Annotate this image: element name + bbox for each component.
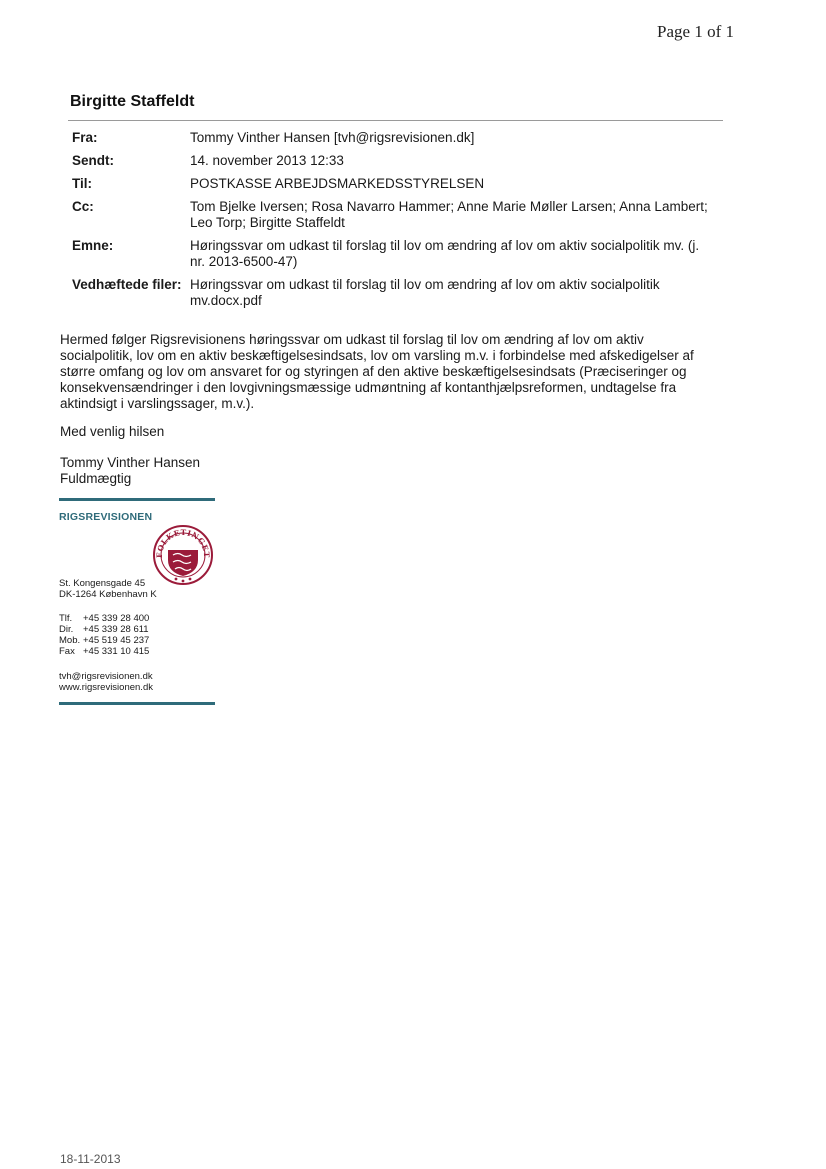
address-block [59, 578, 157, 600]
phone-block [59, 613, 149, 657]
phone-label: Dir. [59, 624, 74, 635]
header-label: Til: [72, 176, 92, 191]
header-row-from [72, 130, 712, 153]
header-label: Fra: [72, 130, 98, 145]
phone-number: +45 339 28 611 [83, 624, 149, 635]
phone-label: Fax [59, 646, 75, 657]
signer-title: Fuldmægtig [60, 471, 132, 486]
header-value-subject: Høringssvar om udkast til forslag til lov om ændring af lov om aktiv socialpolitik mv. (j. nr. 2013-6500-47) [190, 238, 700, 269]
phone-number: +45 331 10 415 [83, 646, 150, 657]
header-label: Sendt: [72, 153, 114, 168]
header-value-from: Tommy Vinther Hansen [tvh@rigsrevisionen.dk] [190, 130, 475, 145]
header-value-attachments: Høringssvar om udkast til forslag til lov om ændring af lov om aktiv socialpolitik mv.docx.pdf [190, 277, 660, 308]
phone-label: Tlf. [59, 613, 73, 624]
phone-row [59, 646, 149, 657]
signer-name: Tommy Vinther Hansen [60, 455, 201, 470]
header-row-to [72, 176, 712, 199]
phone-label: Mob. [59, 635, 81, 646]
header-row-sent [72, 153, 712, 176]
phone-row [59, 624, 149, 635]
mailbox-owner-name: Birgitte Staffeldt [70, 93, 195, 110]
signature-top-rule [59, 498, 215, 501]
email-body: Hermed følger Rigsrevisionens høringssvar om udkast til forslag til lov om ændring af lov om aktiv socialpolitik, lov om en aktiv beskæftigelsesindsats, lov om varsling m.v. i forbindelse med afskedigelser af større omfang og lov om ansvaret for og styringen af den aktive beskæftigelsesindsats (Præciseringer og konsekvensændringer i den lovgivningsmæssige udmøntning af kontanthjælpsreformen, undtagelse fra aktindsigt i varslingssager, m.v.). [60, 332, 694, 411]
header-row-subject [72, 238, 712, 277]
header-row-cc [72, 199, 712, 238]
phone-number: +45 339 28 400 [83, 613, 150, 624]
web-contact-block [59, 671, 153, 693]
header-row-attachments [72, 277, 712, 316]
seal-text: FOLKETINGET [154, 527, 212, 559]
phone-row [59, 635, 149, 646]
address-street: St. Kongensgade 45 [59, 578, 146, 589]
signature-bottom-rule [59, 702, 215, 705]
email-link[interactable]: tvh@rigsrevisionen.dk [59, 671, 153, 682]
header-value-to: POSTKASSE ARBEJDSMARKEDSSTYRELSEN [190, 176, 485, 191]
phone-number: +45 519 45 237 [83, 635, 150, 646]
greeting: Med venlig hilsen [60, 424, 165, 439]
header-label: Vedhæftede filer: [72, 277, 182, 292]
header-value-sent: 14. november 2013 12:33 [190, 153, 344, 168]
header-label: Emne: [72, 238, 114, 253]
header-label: Cc: [72, 199, 94, 214]
organization-name: RIGSREVISIONEN [59, 511, 153, 523]
footer-date: 18-11-2013 [60, 1152, 121, 1166]
signer-block [60, 455, 200, 487]
header-divider [68, 120, 723, 121]
website-link[interactable]: www.rigsrevisionen.dk [59, 682, 153, 693]
email-header-table [72, 130, 712, 316]
address-city: DK-1264 København K [59, 589, 157, 600]
page-number: Page 1 of 1 [657, 22, 734, 41]
folketinget-seal-icon [152, 524, 214, 586]
header-value-cc: Tom Bjelke Iversen; Rosa Navarro Hammer; Anne Marie Møller Larsen; Anna Lambert; Leo Torp; Birgitte Staffeldt [190, 199, 708, 230]
phone-row [59, 613, 149, 624]
